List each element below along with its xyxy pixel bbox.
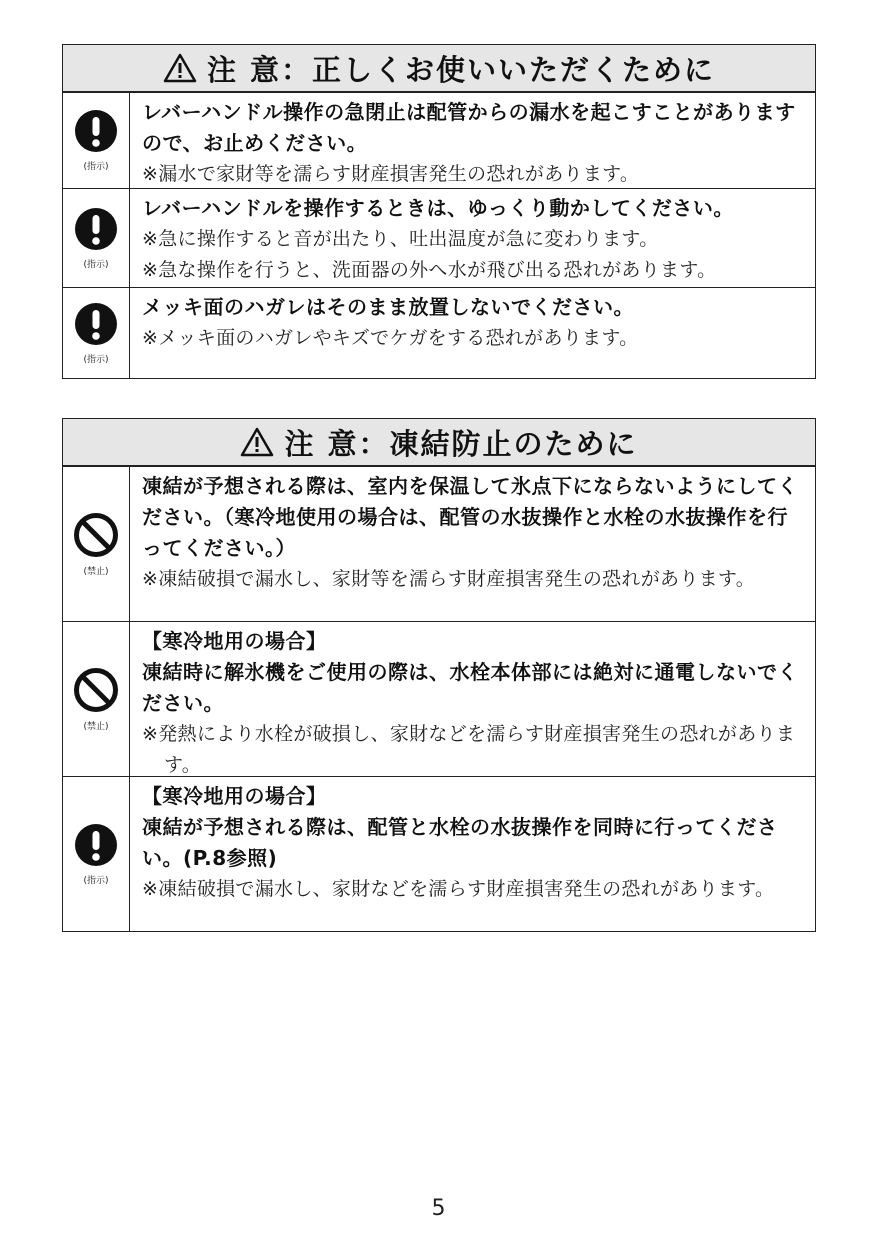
caution-note: ※漏水で家財等を濡らす財産損害発生の恐れがあります。	[142, 163, 640, 185]
caution-heading: 【寒冷地用の場合】	[142, 629, 327, 653]
icon-label: (指示)	[83, 162, 109, 172]
caution-title	[63, 45, 815, 92]
mandatory-icon	[74, 207, 118, 251]
mandatory-icon	[74, 302, 118, 346]
icon-cell	[63, 93, 130, 188]
caution-text	[130, 93, 815, 188]
mandatory-icon	[74, 109, 118, 153]
icon-label: (指示)	[83, 259, 109, 270]
caution-row	[63, 621, 815, 776]
caution-statement: レバーハンドルを操作するときは、ゆっくり動かしてください。	[142, 196, 734, 220]
icon-cell	[63, 467, 130, 621]
icon-cell	[63, 288, 130, 378]
warning-triangle-icon	[240, 427, 274, 457]
caution-statement: 凍結が予想される際は、配管と水栓の水抜操作を同時に行ってください。(P.8参照)	[142, 815, 778, 870]
caution-statement: 凍結時に解氷機をご使用の際は、水栓本体部には絶対に通電しないでください。	[142, 660, 798, 715]
caution-text	[130, 288, 815, 378]
caution-row	[63, 776, 815, 931]
caution-row	[63, 188, 815, 287]
caution-row	[63, 466, 815, 621]
icon-label: (禁止)	[83, 566, 109, 577]
caution-statement: 凍結が予想される際は、室内を保温して氷点下にならないようにしてください。（寒冷地使用の場合は、配管の水抜操作と水栓の水抜操作を行ってください。）	[142, 474, 798, 560]
caution-box-freeze-prevention	[62, 418, 816, 932]
prohibition-icon	[73, 512, 119, 558]
icon-label: (指示)	[83, 875, 109, 886]
icon-label: (指示)	[83, 354, 109, 365]
icon-cell	[63, 189, 130, 287]
caution-row	[63, 92, 815, 188]
caution-note: ※メッキ面のハガレやキズでケガをする恐れがあります。	[142, 327, 639, 349]
caution-note: ※凍結破損で漏水し、家財等を濡らす財産損害発生の恐れがあります。	[142, 568, 756, 590]
caution-text	[130, 777, 815, 931]
caution-row	[63, 287, 815, 378]
caution-statement: メッキ面のハガレはそのまま放置しないでください。	[142, 295, 634, 319]
caution-title-text: 注 意：正しくお使いいただくために	[206, 52, 716, 87]
caution-title-text: 注 意：凍結防止のために	[284, 426, 638, 461]
caution-title	[63, 419, 815, 466]
icon-label: (禁止)	[83, 721, 109, 732]
caution-heading: 【寒冷地用の場合】	[142, 784, 327, 808]
caution-note: ※急な操作を行うと、洗面器の外へ水が飛び出る恐れがあります。	[142, 259, 717, 281]
mandatory-icon	[74, 823, 118, 867]
caution-note: ※凍結破損で漏水し、家財などを濡らす財産損害発生の恐れがあります。	[142, 878, 775, 900]
caution-box-proper-use	[62, 44, 816, 379]
prohibition-icon	[73, 667, 119, 713]
caution-text	[130, 189, 815, 287]
icon-cell	[63, 622, 130, 776]
page-number: 5	[431, 1196, 446, 1221]
warning-triangle-icon	[163, 53, 197, 83]
caution-note: ※発熱により水栓が破損し、家財などを濡らす財産損害発生の恐れがあります。	[142, 723, 796, 776]
caution-statement: レバーハンドル操作の急閉止は配管からの漏水を起こすことがありますので、お止めください。	[142, 100, 796, 155]
caution-note: ※急に操作すると音が出たり、吐出温度が急に変わります。	[142, 228, 659, 250]
icon-cell	[63, 777, 130, 931]
caution-text	[130, 622, 815, 776]
caution-text	[130, 467, 815, 621]
